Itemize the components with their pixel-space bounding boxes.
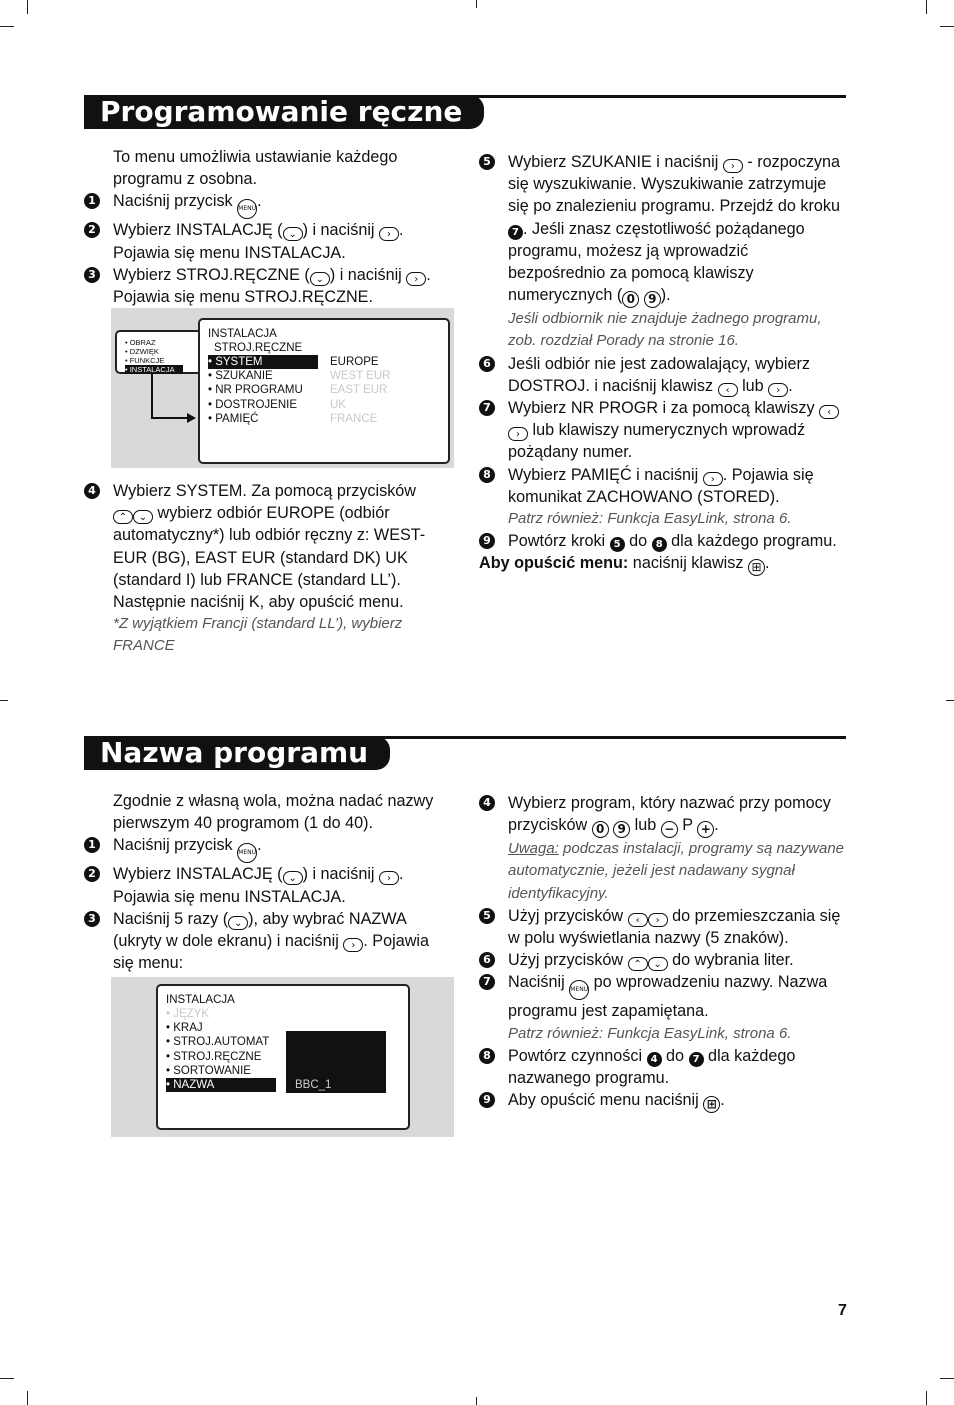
screen-item: • KRAJ: [166, 1022, 203, 1035]
step-text: Wybierz SYSTEM. Za pomocą przycisków: [113, 482, 416, 500]
step-number: 2: [84, 866, 100, 882]
step-text: Wybierz STROJ.RĘCZNE (: [113, 265, 310, 284]
step-text: dla każdego nazwanego programu.: [508, 1046, 796, 1088]
step-text: lub: [630, 816, 661, 835]
step-text: Powtórz czynności: [508, 1046, 647, 1065]
step-item: [479, 905, 849, 949]
step-text: Naciśnij przycisk: [113, 192, 238, 211]
step-item: [479, 530, 849, 552]
screen-value: UK: [330, 398, 346, 411]
section2-left-column: [84, 790, 436, 974]
crop-mark: [940, 26, 954, 27]
step-number: 6: [479, 952, 495, 968]
step-text: Naciśnij 5 razy (: [113, 909, 229, 928]
step-body: [113, 264, 436, 308]
plus-button-icon: +: [697, 821, 714, 838]
note-text: Jeśli odbiornik nie znajduje żadnego programu, zob. rozdział Porady na stronie 16.: [508, 310, 822, 350]
screen-title: INSTALACJA: [208, 328, 277, 340]
step-body: [113, 834, 436, 863]
step-text: do: [661, 1046, 689, 1065]
screen-subtitle: STROJ.RĘCZNE: [214, 342, 303, 354]
screen-value: WEST EUR: [330, 370, 391, 383]
screen-item: • SORTOWANIE: [166, 1064, 251, 1077]
step-number: 1: [84, 193, 100, 209]
step-text: Naciśnij przycisk: [113, 836, 238, 855]
minus-button-icon: −: [661, 821, 678, 838]
step-number: 4: [84, 483, 100, 499]
steps-list: [84, 834, 436, 974]
crop-mark: [940, 1378, 954, 1379]
menu-screen-illustration: [111, 977, 454, 1137]
step-text: do przemieszczania się w polu wyświetlania nazwy (5 znaków).: [508, 906, 841, 948]
right-arrow-button-icon: ›: [379, 871, 399, 885]
menu-button-icon: MENU: [237, 199, 257, 219]
manual-tuning-screen: [198, 318, 450, 464]
step-text: Aby opuścić menu naciśnij: [508, 1091, 704, 1110]
step-text: Wybierz PAMIĘĆ i naciśnij: [508, 465, 703, 484]
step-number: 9: [479, 533, 495, 549]
side-menu-item-selected: • INSTALACJA: [125, 365, 183, 374]
step-note: [508, 1023, 849, 1045]
screen-item-selected: • SYSTEM: [208, 355, 318, 369]
down-arrow-button-icon: ⌄: [283, 227, 303, 241]
step-item: [479, 971, 849, 1044]
screen-item: • SZUKANIE: [208, 370, 273, 383]
step-item: [84, 834, 436, 863]
step-item: [479, 792, 849, 905]
side-menu-item: • FUNKCJE: [125, 356, 165, 365]
step-reference: 7: [689, 1052, 704, 1067]
step-body: [508, 949, 849, 971]
section2-right-column: [479, 792, 849, 1113]
step-number: 6: [479, 356, 495, 372]
step-text: .: [720, 1091, 725, 1110]
tv-exit-button-icon: ⊞: [748, 559, 765, 576]
side-menu-item: • DZWIĘK: [125, 347, 159, 356]
screen-item: • PAMIĘĆ: [208, 412, 259, 425]
step-item: [84, 863, 436, 907]
step-body: [113, 863, 436, 907]
step-item: [479, 949, 849, 971]
step-text: . Pojawia się komunikat ZACHOWANO (STORED).: [508, 465, 814, 506]
step-note: [508, 308, 849, 352]
note-text: Patrz również: Funkcja EasyLink, strona 6.: [508, 510, 792, 528]
step-item: [479, 397, 849, 464]
step-text: . Pojawia się menu INSTALACJA.: [113, 221, 404, 262]
screen-item: • NR PROGRAMU: [208, 384, 303, 397]
step-text: . Pojawia się menu STROJ.RĘCZNE.: [113, 265, 431, 307]
screen-item: • DOSTROJENIE: [208, 398, 298, 411]
step-reference: 4: [647, 1052, 662, 1067]
crop-mark: [476, 0, 477, 8]
note-label: Uwaga:: [508, 840, 559, 858]
left-arrow-button-icon: ‹: [628, 913, 648, 927]
step-text: po wprowadzeniu nazwy. Nazwa programu jest zapamiętana.: [508, 973, 828, 1021]
menu-screen-illustration: [111, 308, 454, 468]
screen-value: FRANCE: [330, 412, 378, 425]
step-item: [84, 264, 436, 308]
step-text: .: [788, 376, 793, 395]
step-number: 3: [84, 911, 100, 927]
step-text: Naciśnij: [508, 973, 570, 992]
crop-mark: [946, 700, 954, 701]
crop-mark: [27, 1391, 28, 1405]
right-arrow-button-icon: ›: [379, 227, 399, 241]
step-number: 7: [479, 400, 495, 416]
step-number: 1: [84, 837, 100, 853]
digit-key-icon: 9: [644, 291, 661, 308]
side-menu-screen: [115, 330, 207, 374]
step-number: 7: [479, 974, 495, 990]
tv-exit-button-icon: ⊞: [703, 1096, 720, 1113]
step-text: Wybierz SZUKANIE i naciśnij: [508, 153, 723, 171]
steps-list: [84, 480, 434, 613]
step-text: .: [714, 816, 719, 835]
left-arrow-button-icon: ‹: [718, 383, 738, 397]
step-text: Użyj przycisków: [508, 951, 628, 970]
screen-title: INSTALACJA: [166, 994, 235, 1006]
connector-arrow: [187, 413, 196, 423]
right-arrow-button-icon: ›: [508, 427, 528, 441]
crop-mark: [0, 700, 8, 701]
step-number: 8: [479, 1048, 495, 1064]
step-text: Jeśli odbiór nie jest zadowalający, wybierz DOSTROJ. i naciśnij klawisz: [508, 354, 811, 395]
step-number: 9: [479, 1092, 495, 1108]
crop-mark: [27, 0, 28, 14]
step-text: . Jeśli znasz częstotliwość pożądanego programu, możesz ją wprowadzić bezpośrednio za pomocą klawiszy numerycznych (: [508, 219, 805, 305]
note-text: Patrz również: Funkcja EasyLink, strona 6.: [508, 1024, 792, 1042]
exit-label: Aby opuścić menu:: [479, 554, 629, 573]
step-body: [508, 792, 849, 838]
step-body: [508, 1089, 849, 1113]
step-item: [84, 219, 436, 263]
up-arrow-button-icon: ⌃: [113, 510, 133, 524]
crop-mark: [926, 0, 927, 14]
step-body: [508, 397, 849, 464]
side-menu-list: [125, 338, 183, 374]
intro-text: To menu umożliwia ustawianie każdego programu z osobna.: [113, 148, 398, 189]
step-reference: 5: [610, 537, 625, 552]
step-body: [508, 464, 849, 508]
step-note: [508, 838, 849, 905]
screen-item: • STROJ.AUTOMAT: [166, 1036, 270, 1049]
section1-left-column: [84, 146, 436, 308]
section1-right-column: [479, 151, 849, 576]
step-text: ) i naciśnij: [302, 221, 380, 240]
step-text: Użyj przycisków: [508, 906, 628, 925]
note-text: podczas instalacji, programy są nazywane automatycznie, jeżeli jest nadawany sygnał identyfikacyjny.: [508, 840, 844, 902]
step-item: [479, 151, 849, 353]
step-item: [84, 908, 436, 975]
step-number: 8: [479, 467, 495, 483]
screen-value: EUROPE: [330, 356, 379, 368]
step-text: Wybierz INSTALACJĘ (: [113, 865, 283, 884]
step-text: [639, 286, 644, 304]
step-body: [508, 1045, 849, 1089]
screen-item-selected: • NAZWA: [166, 1078, 276, 1092]
right-arrow-button-icon: ›: [703, 472, 723, 486]
crop-mark: [926, 1391, 927, 1405]
connector-line: [151, 374, 153, 418]
step-reference: 7: [508, 225, 523, 240]
step-text: Wybierz NR PROGR i za pomocą klawiszy: [508, 399, 820, 418]
step-text: lub klawiszy numerycznych wprowadź pożądany numer.: [508, 421, 806, 462]
screen-values: [330, 355, 391, 426]
step-item: [479, 1089, 849, 1113]
screen-item: • JĘZYK: [166, 1008, 210, 1020]
up-arrow-button-icon: ⌃: [628, 957, 648, 971]
step-body: [508, 905, 849, 949]
step-item: [479, 1045, 849, 1089]
crop-mark: [0, 1378, 14, 1379]
step-text: do wybrania liter.: [667, 951, 794, 970]
connector-line: [151, 417, 187, 419]
left-arrow-button-icon: ‹: [819, 405, 839, 419]
section-title: Nazwa programu: [84, 736, 390, 770]
installation-screen: [156, 984, 410, 1130]
step-text: ).: [660, 286, 671, 305]
step-body: [113, 480, 434, 613]
step-text: .: [257, 836, 262, 855]
step-body: [113, 219, 436, 263]
step-text: ) i naciśnij: [329, 265, 407, 284]
step-text: ) i naciśnij: [302, 865, 380, 884]
screen-item: • STROJ.RĘCZNE: [166, 1050, 262, 1063]
step-text: do: [624, 532, 652, 551]
step-number: 5: [479, 908, 495, 924]
name-edit-box: [286, 1031, 386, 1093]
menu-button-icon: MENU: [569, 980, 589, 1000]
step-text: - rozpoczyna się wyszukiwanie. Wyszukiwanie zatrzymuje się po znalezieniu programu. Przejdź do kroku: [508, 153, 841, 216]
digit-key-icon: 9: [613, 821, 630, 838]
step-body: [113, 908, 436, 975]
page-number: 7: [838, 1302, 847, 1319]
down-arrow-button-icon: ⌄: [310, 272, 330, 286]
section-title: Programowanie ręczne: [84, 95, 484, 129]
step-text: Wybierz program, który nazwać przy pomocy przycisków: [508, 794, 831, 835]
step-text: P: [677, 816, 698, 835]
section1-step4: [84, 480, 434, 658]
down-arrow-button-icon: ⌄: [228, 916, 248, 930]
step-body: [508, 530, 849, 552]
step-text: . Pojawia się menu:: [113, 932, 429, 973]
right-arrow-button-icon: ›: [343, 938, 363, 952]
down-arrow-button-icon: ⌄: [283, 871, 303, 885]
step-text: ), aby wybrać NAZWA (ukryty w dole ekranu) i naciśnij: [113, 909, 406, 951]
step-item: [84, 190, 436, 219]
side-menu-item: • OBRAZ: [125, 338, 156, 347]
digit-key-icon: 0: [622, 291, 639, 308]
footnote: *Z wyjątkiem Francji (standard LL’), wybierz FRANCE: [113, 615, 403, 655]
steps-list: [84, 190, 436, 308]
step-text: Powtórz kroki: [508, 532, 610, 551]
step-body: [508, 971, 849, 1022]
crop-mark: [476, 1397, 477, 1405]
step-item: [479, 353, 849, 397]
step-number: 4: [479, 795, 495, 811]
step-text: wybierz odbiór EUROPE (odbiór automatyczny*) lub odbiór ręczny z: WEST-EUR (BG), EAST EUR (standard DK) UK (standard I) lub FRANCE (standard LL’). Następnie naciśnij K, aby opuścić menu.: [113, 504, 426, 612]
step-text: .: [257, 192, 262, 211]
steps-list: [479, 792, 849, 1113]
step-text: dla każdego programu.: [666, 532, 837, 551]
step-number: 5: [479, 154, 495, 170]
crop-mark: [0, 26, 14, 27]
step-number: 2: [84, 222, 100, 238]
name-value: BBC_1: [295, 1078, 332, 1091]
step-reference: 8: [652, 537, 667, 552]
step-note: [508, 508, 849, 530]
right-arrow-button-icon: ›: [768, 383, 788, 397]
screen-value: EAST EUR: [330, 384, 388, 397]
step-body: [113, 190, 436, 219]
steps-list: [479, 151, 849, 552]
step-body: [508, 151, 849, 308]
digit-key-icon: 0: [592, 821, 609, 838]
menu-button-icon: MENU: [237, 843, 257, 863]
step-text: . Pojawia się menu INSTALACJA.: [113, 865, 404, 906]
intro-text: Zgodnie z własną wola, można nadać nazwy pierwszym 40 programom (1 do 40).: [113, 792, 434, 833]
right-arrow-button-icon: ›: [406, 272, 426, 286]
right-arrow-button-icon: ›: [723, 159, 743, 173]
screen-items: [166, 1007, 276, 1092]
step-body: [508, 353, 849, 397]
step-text: lub: [737, 376, 769, 395]
right-arrow-button-icon: ›: [648, 913, 668, 927]
screen-items: [208, 355, 318, 426]
exit-text: naciśnij klawisz: [628, 554, 748, 573]
step-item: [84, 480, 434, 613]
step-text: Wybierz INSTALACJĘ (: [113, 221, 283, 240]
step-number: 3: [84, 267, 100, 283]
exit-instruction: Aby opuścić menu: naciśnij klawisz ⊞ .: [479, 554, 770, 575]
down-arrow-button-icon: ⌄: [133, 510, 153, 524]
down-arrow-button-icon: ⌄: [648, 957, 668, 971]
step-item: [479, 464, 849, 531]
